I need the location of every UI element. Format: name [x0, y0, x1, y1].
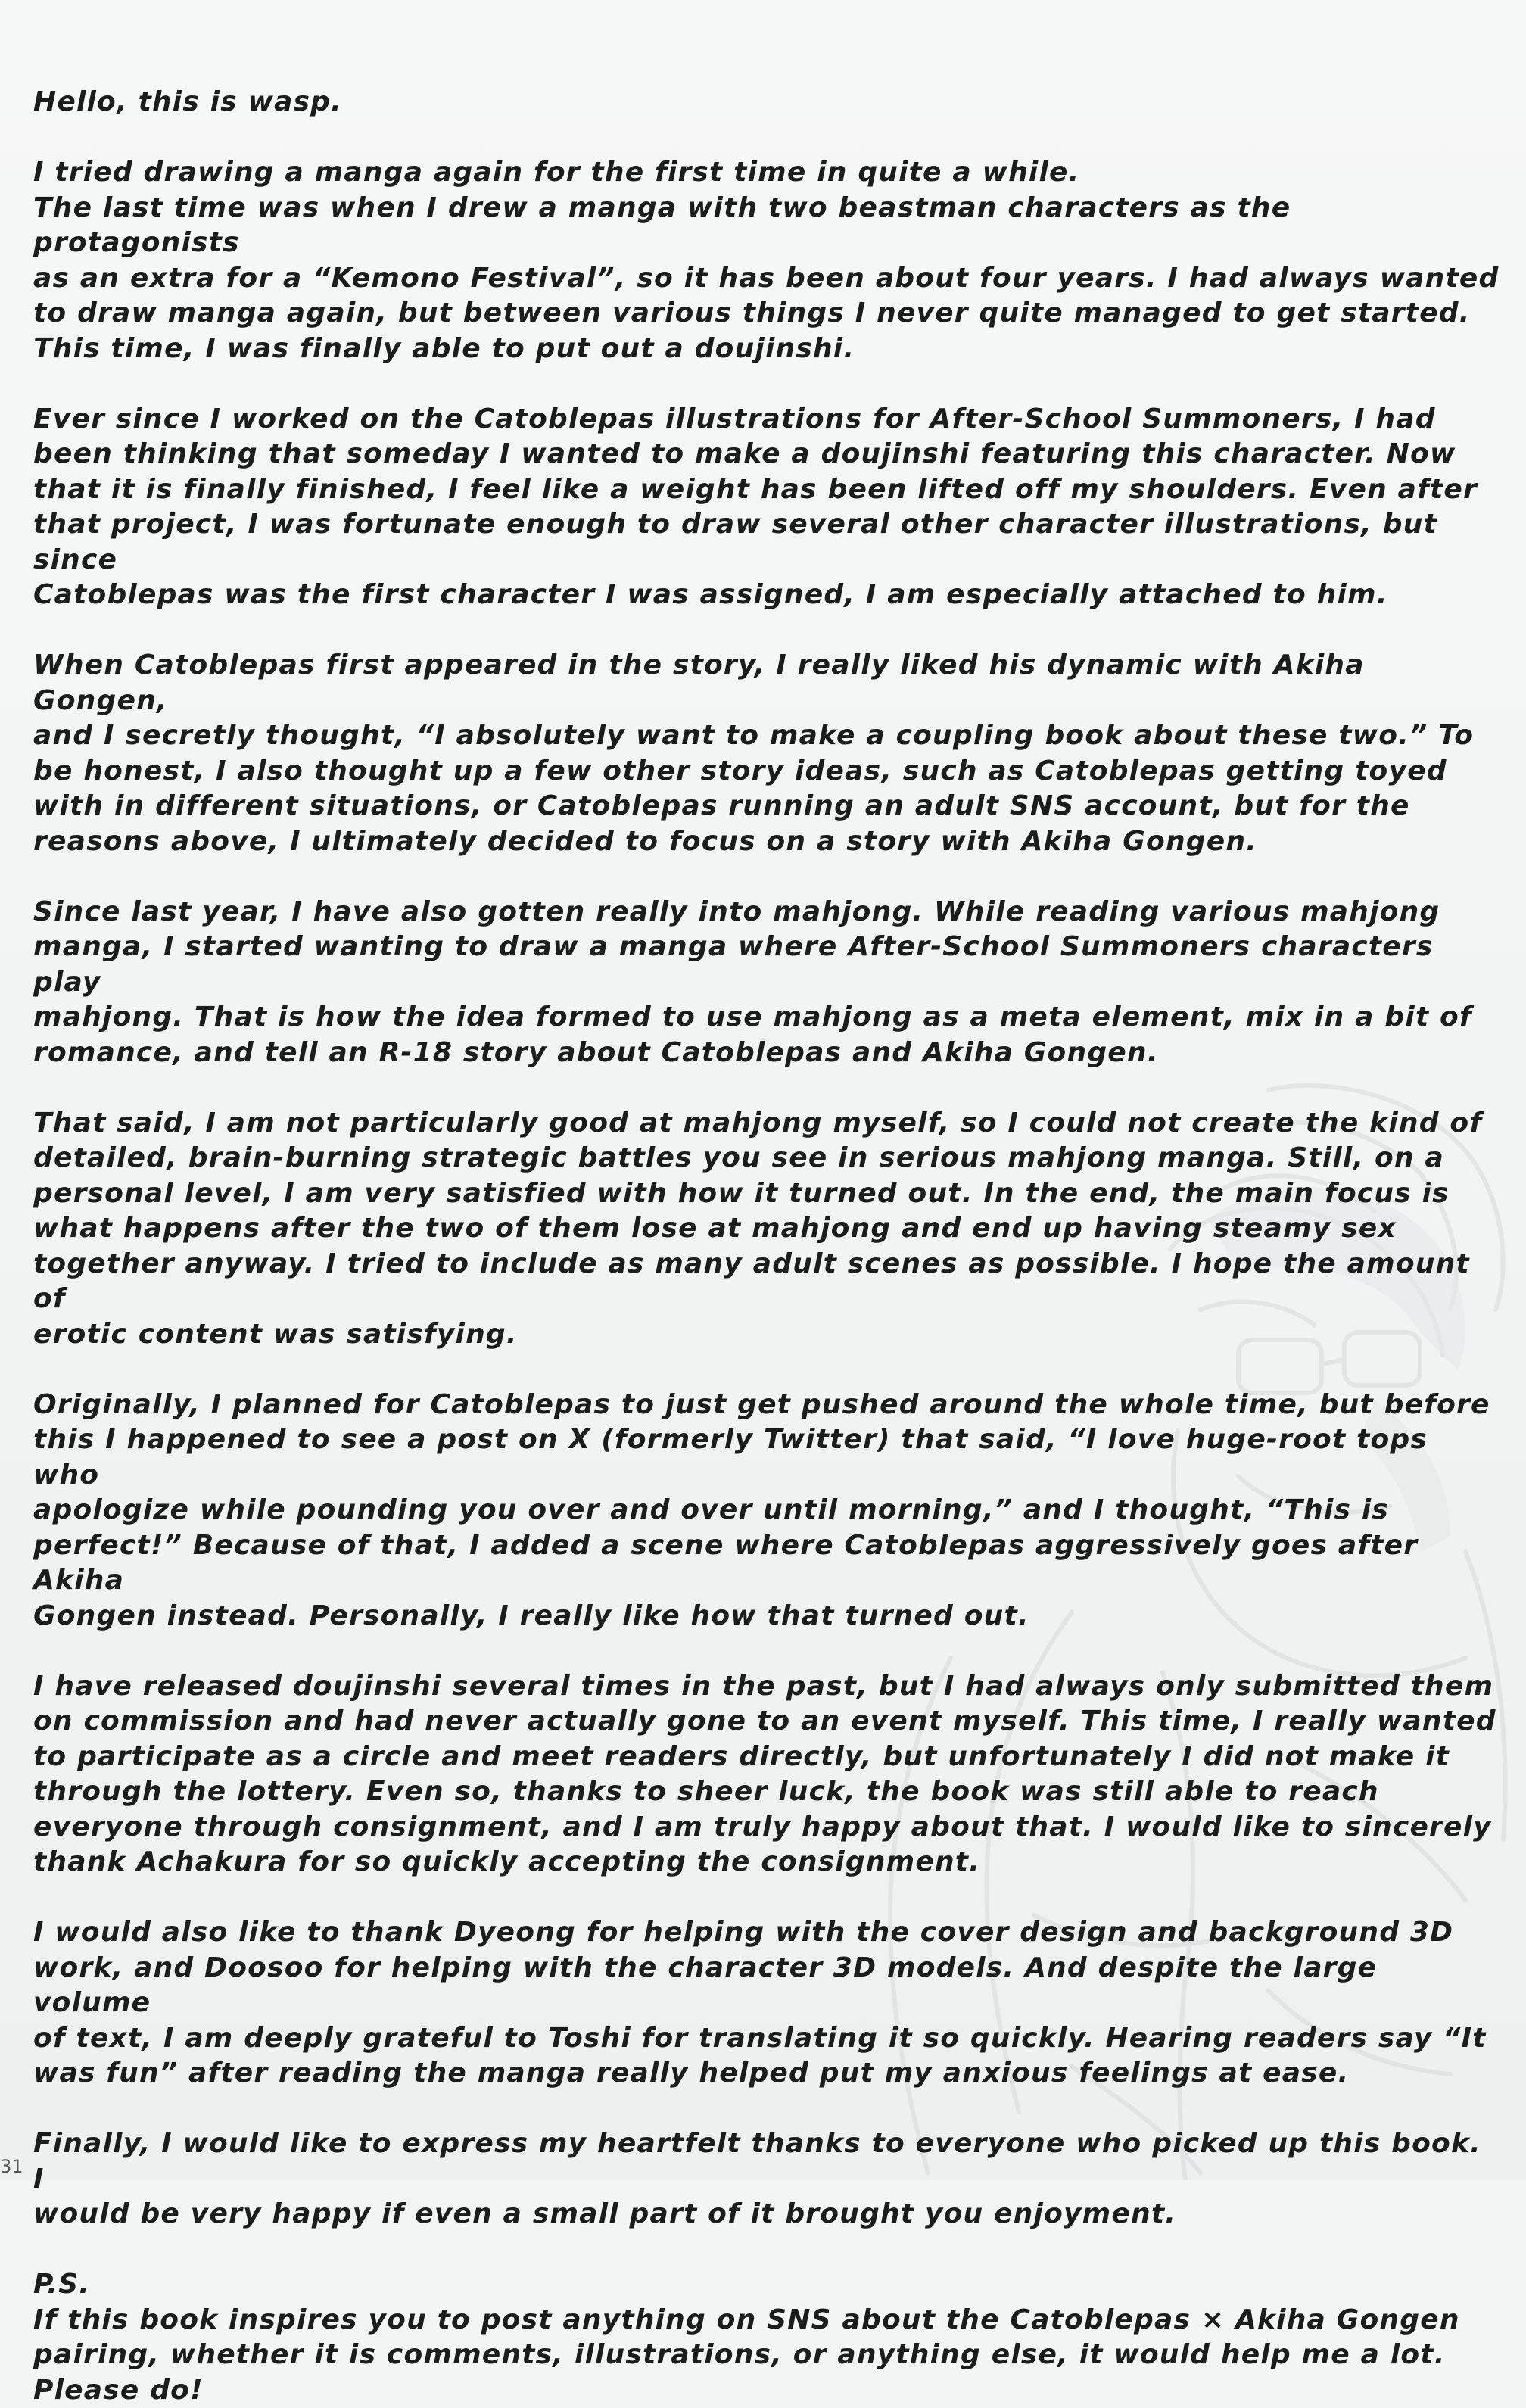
paragraph-thanks-helpers: I would also like to thank Dyeong for helping with the cover design and background 3D work, and Doosoo for helping with the character 3D models. And despite the large volume of text, I am deeply grateful to Toshi for translating it so quickly. Hearing readers say “It was fun” after reading the manga really helped put my anxious feelings at ease.: [33, 1917, 1487, 2089]
paragraph-catoblepas-illustrations: Ever since I worked on the Catoblepas illustrations for After-School Summoners, I had been thinking that someday I wanted to make a doujinshi featuring this character. Now that it is finally finished, I feel like a weight has been lifted off my shoulders. Even after that project, I was fortunate enough to draw several other character illustrations, but since Catoblepas was the first character I was assigned, I am especially attached to him.: [33, 403, 1478, 610]
paragraph-final-thanks: Finally, I would like to express my heartfelt thanks to everyone who picked up this book. I would be very happy if even a small part of it brought you enjoyment.: [33, 2128, 1481, 2229]
page-number: 31: [0, 2156, 23, 2177]
paragraph-postscript: P.S. If this book inspires you to post anything on SNS about the Catoblepas × Akiha Gongen pairing, whether it is comments, illustrations, or anything else, it would help me a lot. Please do!: [33, 2269, 1460, 2406]
greeting-paragraph: Hello, this is wasp.: [33, 86, 343, 117]
paragraph-strategy: That said, I am not particularly good at mahjong myself, so I could not create the kind of detailed, brain-burning strategic battles you see in serious mahjong manga. Still, on a personal level, I am very satisfied with how it turned out. In the end, the main focus is what happens after the two of them lose at mahjong and end up having steamy sex together anyway. I tried to include as many adult scenes as possible. I hope the amount of erotic content was satisfying.: [33, 1107, 1483, 1350]
paragraph-consignment: I have released doujinshi several times in the past, but I had always only submitted them on commission and had never actually gone to an event myself. This time, I really wanted to participate as a circle and meet readers directly, but unfortunately I did not make it through the lottery. Even so, thanks to sheer luck, the book was still able to reach everyone through consignment, and I am truly happy about that. I would like to sincerely thank Achakura for so quickly accepting the consignment.: [33, 1670, 1496, 1877]
paragraph-original-plan: Originally, I planned for Catoblepas to just get pushed around the whole time, but before this I happened to see a post on X (formerly Twitter) that said, “I love huge-root tops who apologize while pounding you over and over until morning,” and I thought, “This is perfect!” Because of that, I added a scene where Catoblepas aggressively goes after Akiha Gongen instead. Personally, I really like how that turned out.: [33, 1388, 1490, 1631]
afterword-text: [33, 85, 1502, 2408]
paragraph-mahjong: Since last year, I have also gotten really into mahjong. While reading various mahjong manga, I started wanting to draw a manga where After-School Summoners characters play mahjong. That is how the idea formed to use mahjong as a meta element, mix in a bit of romance, and tell an R-18 story about Catoblepas and Akiha Gongen.: [33, 896, 1472, 1068]
paragraph-first-manga: I tried drawing a manga again for the first time in quite a while. The last time was when I drew a manga with two beastman characters as the protagonists as an extra for a “Kemono Festival”, so it has been about four years. I had always wanted to draw manga again, but between various things I never quite managed to get started. This time, I was finally able to put out a doujinshi.: [33, 157, 1500, 364]
paragraph-akiha-gongen: When Catoblepas first appeared in the story, I really liked his dynamic with Akiha Gongen, and I secretly thought, “I absolutely want to make a coupling book about these two.” To be honest, I also thought up a few other story ideas, such as Catoblepas getting toyed with in different situations, or Catoblepas running an adult SNS account, but for the reasons above, I ultimately decided to focus on a story with Akiha Gongen.: [33, 650, 1475, 857]
